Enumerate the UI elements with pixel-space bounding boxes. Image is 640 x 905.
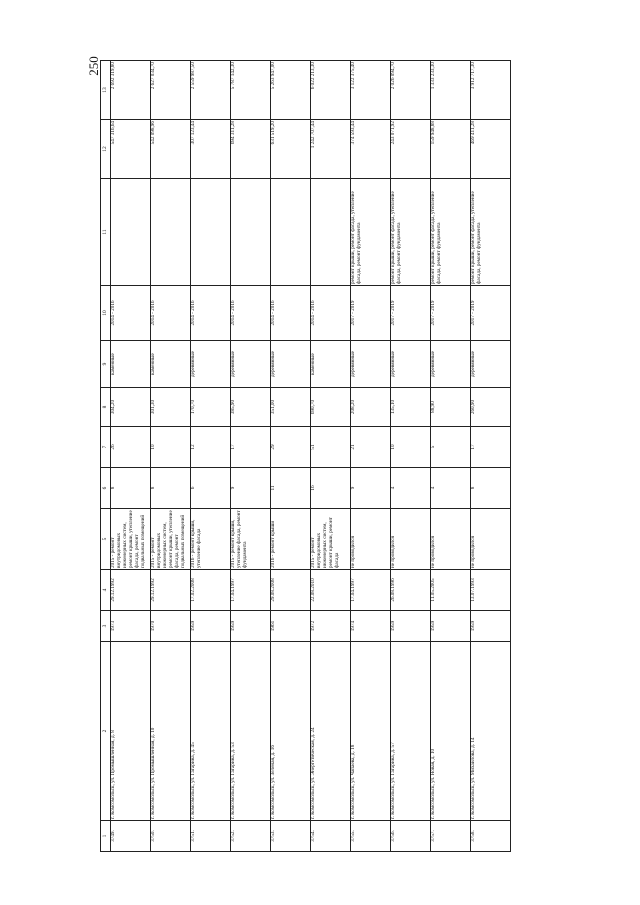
registration-date: 22.08.2010	[311, 570, 351, 611]
entrance-count: 17	[471, 427, 511, 468]
planned-works: ремонт крыши, ремонт фасада, утепление фасада, ремонт фундамента	[431, 179, 471, 286]
table-row	[431, 61, 471, 852]
entrance-count: 26	[111, 427, 151, 468]
cost-value-a: 159 948,88	[431, 120, 471, 179]
building-address: г. Комсомольск, ул. Зелёная, д. 16	[271, 642, 311, 821]
column-header: 1	[101, 821, 111, 852]
planned-works	[111, 179, 151, 286]
wall-material: каменные	[311, 341, 351, 388]
planned-works: ремонт крыши, ремонт фасада, утепление фасада, ремонт фундамента	[351, 179, 391, 286]
column-header: 4	[101, 570, 111, 611]
wall-material: деревянные	[191, 341, 231, 388]
planned-period: 2014 - 2016	[191, 286, 231, 341]
building-address: г. Комсомольск, ул. Чапаева, д. 18	[351, 642, 391, 821]
total-area: 301,30	[151, 388, 191, 427]
registration-date: 29.08.2008	[271, 570, 311, 611]
planned-period: 2014 - 2016	[111, 286, 151, 341]
cost-value-a: 469 411,28	[471, 120, 511, 179]
total-area: 88,90	[431, 388, 471, 427]
construction-year: 1972	[311, 611, 351, 642]
registration-date: 17.04.1997	[351, 570, 391, 611]
previous-repair: 2015 - ремонт внутридомовых инженерных систем, ремонт крыши, утепление фасада, ремонт подвальных помещений	[111, 509, 151, 570]
cost-value-a: 307 123,44	[191, 120, 231, 179]
cost-value-b: 3 122 375,40	[351, 61, 391, 120]
construction-year: 1959	[431, 611, 471, 642]
registration-date: 26.08.1996	[391, 570, 431, 611]
row-number: 3753.	[271, 821, 311, 852]
construction-year: 1959	[391, 611, 431, 642]
total-area: 304,20	[111, 388, 151, 427]
previous-repair: 2016 - ремонт крыши, утепление фасада	[191, 509, 231, 570]
table-row	[151, 61, 191, 852]
row-number: 3757.	[431, 821, 471, 852]
wall-material: деревянные	[471, 341, 511, 388]
planned-period: 2017 - 2019	[351, 286, 391, 341]
cost-value-a: 1 242 707,44	[311, 120, 351, 179]
registration-date: 13.07.1993	[471, 570, 511, 611]
entrance-count: 10	[391, 427, 431, 468]
row-number: 3749.	[111, 821, 151, 852]
page-number: 250	[86, 56, 101, 76]
floor-count: 6	[191, 468, 231, 509]
construction-year: 1961	[271, 611, 311, 642]
building-address: г. Комсомольск, ул. Энергетическая, д. 24	[311, 642, 351, 821]
planned-period: 2017 - 2019	[471, 286, 511, 341]
planned-period: 2017 - 2019	[391, 286, 431, 341]
planned-works	[231, 179, 271, 286]
housing-repair-table	[100, 60, 511, 852]
construction-year: 1970	[151, 611, 191, 642]
row-number: 3754.	[311, 821, 351, 852]
cost-value-b: 3 912 717,30	[471, 61, 511, 120]
wall-material: деревянные	[431, 341, 471, 388]
total-area: 690,70	[311, 388, 351, 427]
table-row	[231, 61, 271, 852]
building-address: г. Комсомольск, ул. Михайлова, д. 14	[471, 642, 511, 821]
floor-count: 11	[271, 468, 311, 509]
entrance-count: 10	[151, 427, 191, 468]
floor-count: 8	[471, 468, 511, 509]
planned-works	[191, 179, 231, 286]
column-header: 8	[101, 388, 111, 427]
building-address: г. Комсомольск, ул. Гагарина, д. 45	[191, 642, 231, 821]
column-header: 12	[101, 120, 111, 179]
building-address: г. Комсомольск, ул. Гагарина, д. 53	[231, 642, 271, 821]
building-address: г. Комсомольск, ул. Промышленная, д. 8	[111, 642, 151, 821]
planned-works	[151, 179, 191, 286]
previous-repair: не проводился	[471, 509, 511, 570]
row-number: 3758.	[471, 821, 511, 852]
column-header: 2	[101, 642, 111, 821]
wall-material: каменные	[111, 341, 151, 388]
cost-value-a: 243 071,92	[391, 120, 431, 179]
construction-year: 1959	[231, 611, 271, 642]
floor-count: 4	[431, 468, 471, 509]
column-header: 11	[101, 179, 111, 286]
column-header: 10	[101, 286, 111, 341]
rotated-table-wrapper	[100, 62, 530, 852]
wall-material: деревянные	[351, 341, 391, 388]
wall-material: деревянные	[391, 341, 431, 388]
planned-period: 2017 - 2019	[431, 286, 471, 341]
total-area: 385,90	[231, 388, 271, 427]
entrance-count: 21	[351, 427, 391, 468]
table-row	[311, 61, 351, 852]
entrance-count: 12	[191, 427, 231, 468]
cost-value-b: 5 263 947,00	[271, 61, 311, 120]
planned-works: ремонт крыши, ремонт фасада, утепление фасада, ремонт фундамента	[471, 179, 511, 286]
construction-year: 1974	[351, 611, 391, 642]
planned-works	[311, 179, 351, 286]
building-address: г. Комсомольск, ул. Гагарина, д. 57	[391, 642, 431, 821]
table-row	[471, 61, 511, 852]
column-header: 6	[101, 468, 111, 509]
row-number: 3755.	[351, 821, 391, 852]
previous-repair: 2015 - ремонт крыши, утепление фасада, ремонт фундамента	[231, 509, 271, 570]
registration-date: 29.12.1992	[151, 570, 191, 611]
row-number: 3750.	[151, 821, 191, 852]
cost-value-a: 542 098,96	[151, 120, 191, 179]
column-header: 13	[101, 61, 111, 120]
construction-year: 1959	[191, 611, 231, 642]
previous-repair: не проводился	[431, 509, 471, 570]
cost-value-b: 2 026 094,70	[391, 61, 431, 120]
row-number: 3751.	[191, 821, 231, 852]
registration-date: 17.02.2008	[191, 570, 231, 611]
planned-period: 2014 - 2016	[231, 286, 271, 341]
previous-repair: 2015 - ремонт внутридомовых инженерных систем, ремонт крыши, утепление фасада, ремонт подвальных помещений	[151, 509, 191, 570]
previous-repair: 2015 - ремонт внутридомовых инженерных систем, ремонт крыши, ремонт фасада	[311, 509, 351, 570]
wall-material: каменные	[151, 341, 191, 388]
entrance-count: 29	[271, 427, 311, 468]
building-address: г. Комсомольск, ул. Новая, д. 10	[431, 642, 471, 821]
cost-value-b: 6 022 213,30	[311, 61, 351, 120]
entrance-count: 51	[311, 427, 351, 468]
registration-date: 29.12.1992	[111, 570, 151, 611]
total-area: 135,10	[391, 388, 431, 427]
registration-date: 11.05.2005	[431, 570, 471, 611]
cost-value-b: 1 333 233,30	[431, 61, 471, 120]
planned-period: 2014 - 2016	[271, 286, 311, 341]
wall-material: деревянные	[271, 341, 311, 388]
column-header: 3	[101, 611, 111, 642]
column-header: 9	[101, 341, 111, 388]
floor-count: 16	[311, 468, 351, 509]
column-header: 5	[101, 509, 111, 570]
cost-value-a: 547 316,64	[111, 120, 151, 179]
wall-material: деревянные	[231, 341, 271, 388]
cost-value-a: 374 593,44	[351, 120, 391, 179]
planned-works	[271, 179, 311, 286]
cost-value-a: 694 311,28	[231, 120, 271, 179]
cost-value-b: 2 559 987,50	[191, 61, 231, 120]
cost-value-b: 2 627 034,70	[151, 61, 191, 120]
cost-value-a: 631 519,20	[271, 120, 311, 179]
floor-count: 8	[111, 468, 151, 509]
total-area: 351,00	[271, 388, 311, 427]
previous-repair: не проводился	[351, 509, 391, 570]
total-area: 208,20	[351, 388, 391, 427]
column-header: 7	[101, 427, 111, 468]
floor-count: 9	[351, 468, 391, 509]
entrance-count: 17	[231, 427, 271, 468]
table-row	[351, 61, 391, 852]
column-number-row	[101, 61, 111, 852]
total-area: 170,70	[191, 388, 231, 427]
construction-year: 1973	[111, 611, 151, 642]
entrance-count: 5	[431, 427, 471, 468]
floor-count: 8	[151, 468, 191, 509]
building-address: г. Комсомольск, ул. Промышленная, д. 10	[151, 642, 191, 821]
planned-period: 2014 - 2016	[151, 286, 191, 341]
row-number: 3756.	[391, 821, 431, 852]
floor-count: 4	[391, 468, 431, 509]
cost-value-b: 2 692 319,80	[111, 61, 151, 120]
planned-works: ремонт крыши, ремонт фасада, утепление фасада, ремонт фундамента	[391, 179, 431, 286]
floor-count: 9	[231, 468, 271, 509]
total-area: 260,90	[471, 388, 511, 427]
cost-value-b: 5 787 142,30	[231, 61, 271, 120]
row-number: 3752.	[231, 821, 271, 852]
table-row	[271, 61, 311, 852]
construction-year: 1959	[471, 611, 511, 642]
table-row	[391, 61, 431, 852]
registration-date: 17.04.1997	[231, 570, 271, 611]
table-row	[111, 61, 151, 852]
previous-repair: 2016 - ремонт крыши	[271, 509, 311, 570]
previous-repair: не проводился	[391, 509, 431, 570]
planned-period: 2014 - 2016	[311, 286, 351, 341]
table-row	[191, 61, 231, 852]
